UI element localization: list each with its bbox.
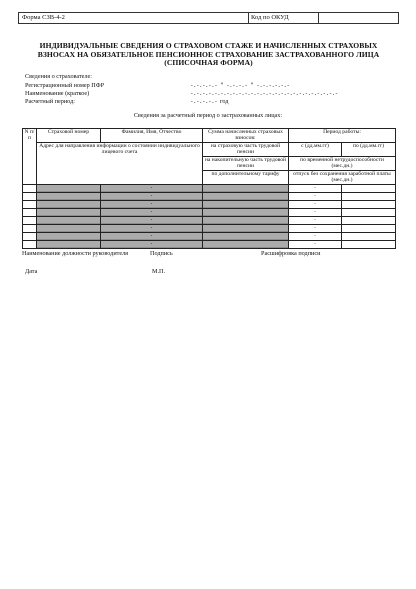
row-full-name-cell[interactable] [101, 208, 203, 216]
row-to-cell[interactable] [342, 192, 396, 200]
insurer-name-label: Наименование (краткое) [25, 90, 90, 97]
period-suffix: год [220, 98, 229, 105]
row-full-name-cell[interactable] [101, 224, 203, 232]
col-unpaid-leave-header: отпуск без сохранения заработной платы (мес.дн.) [289, 170, 396, 184]
table-row [23, 224, 396, 232]
row-full-name-cell[interactable] [101, 184, 203, 192]
table-caption: Сведения за расчетный период о застрахованных лицах: [133, 112, 283, 119]
row-to-cell[interactable] [342, 240, 396, 248]
placeholder-dash: - [314, 217, 316, 223]
table-body [23, 184, 396, 248]
row-insurance-number-cell[interactable] [37, 200, 101, 208]
col-full-name-header: Фамилия, Имя, Отчество [101, 129, 203, 143]
placeholder-dash: - [150, 225, 153, 231]
row-num-cell[interactable] [23, 216, 37, 224]
row-contributions-cell[interactable] [203, 232, 289, 240]
okud-code-field[interactable] [319, 13, 398, 23]
row-to-cell[interactable] [342, 232, 396, 240]
title-line-2: ВЗНОСАХ НА ОБЯЗАТЕЛЬНОЕ ПЕНСИОННОЕ СТРАХОВАНИЕ ЗАСТРАХОВАННОГО ЛИЦА [37, 49, 380, 59]
placeholder-dash: - [150, 193, 153, 199]
stamp-label: М.П. [152, 268, 166, 275]
table-row [23, 216, 396, 224]
placeholder-dash: - [150, 233, 153, 239]
placeholder-dash: - [150, 185, 153, 191]
document-title [22, 42, 395, 68]
row-to-cell[interactable] [342, 216, 396, 224]
row-to-cell[interactable] [342, 184, 396, 192]
title-line-1: ИНДИВИДУАЛЬНЫЕ СВЕДЕНИЯ О СТРАХОВОМ СТАЖЕ И НАЧИСЛЕННЫХ СТРАХОВЫХ [39, 41, 378, 50]
row-insurance-number-cell[interactable] [37, 240, 101, 248]
row-num-cell[interactable] [23, 224, 37, 232]
row-num-cell[interactable] [23, 192, 37, 200]
form-code: Форма СЗВ-4-2 [19, 13, 249, 23]
col-disability-header: по временной нетрудоспособности (мес.дн.) [289, 156, 396, 170]
signature-decoding-label: Расшифровка подписи [261, 250, 321, 257]
row-from-cell[interactable] [289, 208, 342, 216]
table-row [23, 184, 396, 192]
row-num-cell[interactable] [23, 208, 37, 216]
row-from-cell[interactable] [289, 184, 342, 192]
row-num-cell[interactable] [23, 240, 37, 248]
reg-number-label: Регистрационный номер ПФР [25, 82, 105, 89]
col-funded-part-header: на накопительную часть трудовой пенсии [203, 156, 289, 170]
placeholder-dash: - [150, 209, 153, 215]
row-contributions-cell[interactable] [203, 200, 289, 208]
row-full-name-cell[interactable] [101, 200, 203, 208]
col-from-header: с (дд.мм.гг) [289, 142, 342, 156]
row-from-cell[interactable] [289, 224, 342, 232]
row-full-name-cell[interactable] [101, 192, 203, 200]
row-insurance-number-cell[interactable] [37, 184, 101, 192]
manager-position-label: Наименование должности руководителя [22, 250, 129, 257]
row-to-cell[interactable] [342, 224, 396, 232]
row-full-name-cell[interactable] [101, 232, 203, 240]
title-line-3: (СПИСОЧНАЯ ФОРМА) [164, 58, 253, 68]
row-from-cell[interactable] [289, 216, 342, 224]
row-num-cell[interactable] [23, 232, 37, 240]
col-insurance-part-header: на страховую часть трудовой пенсии [203, 142, 289, 156]
col-contributions-header: Сумма начисленных страховых взносов: [203, 129, 289, 143]
row-contributions-cell[interactable] [203, 184, 289, 192]
table-row [23, 200, 396, 208]
placeholder-dash: - [314, 241, 316, 247]
row-insurance-number-cell[interactable] [37, 216, 101, 224]
placeholder-dash: - [314, 233, 316, 239]
row-insurance-number-cell[interactable] [37, 224, 101, 232]
placeholder-dash: - [314, 201, 316, 207]
row-insurance-number-cell[interactable] [37, 232, 101, 240]
placeholder-dash: - [314, 225, 316, 231]
row-num-cell[interactable] [23, 184, 37, 192]
okud-code-label: Код по ОКУД [249, 13, 319, 23]
col-num-header: N п/п [24, 129, 35, 142]
row-from-cell[interactable] [289, 200, 342, 208]
period-field[interactable]: -.-.-.-.- [190, 98, 218, 105]
row-from-cell[interactable] [289, 240, 342, 248]
col-to-header: по (дд.мм.гг) [342, 142, 396, 156]
insured-persons-table [22, 128, 396, 249]
form-header-bar [18, 12, 399, 24]
row-contributions-cell[interactable] [203, 192, 289, 200]
placeholder-dash: - [150, 241, 153, 247]
row-to-cell[interactable] [342, 208, 396, 216]
reg-number-field[interactable]: -.-.-.-.- " -.-.-.- " -.-.-.-.-.- [190, 82, 290, 89]
placeholder-dash: - [150, 217, 153, 223]
date-label: Дата [25, 268, 38, 275]
row-full-name-cell[interactable] [101, 216, 203, 224]
table-row [23, 232, 396, 240]
placeholder-dash: - [314, 185, 316, 191]
placeholder-dash: - [314, 209, 316, 215]
placeholder-dash: - [150, 201, 153, 207]
insurer-name-field[interactable]: -.-.-.-.-.-.-.-.-.-.-.-.-.-.-.-.-.-.-.-.-.-.-.-.- [190, 90, 338, 97]
row-from-cell[interactable] [289, 232, 342, 240]
row-insurance-number-cell[interactable] [37, 192, 101, 200]
insurer-section-label: Сведения о страхователе: [25, 73, 92, 80]
row-contributions-cell[interactable] [203, 240, 289, 248]
period-label: Расчетный период: [25, 98, 75, 105]
row-full-name-cell[interactable] [101, 240, 203, 248]
row-num-cell[interactable] [23, 200, 37, 208]
table-row [23, 208, 396, 216]
row-insurance-number-cell[interactable] [37, 208, 101, 216]
table-row [23, 240, 396, 248]
row-contributions-cell[interactable] [203, 216, 289, 224]
row-from-cell[interactable] [289, 192, 342, 200]
row-contributions-cell[interactable] [203, 224, 289, 232]
placeholder-dash: - [314, 193, 316, 199]
col-address-header: Адрес для направления информации о состоянии индивидуального лицевого счета [37, 142, 203, 184]
col-work-period-header: Период работы: [289, 129, 396, 143]
col-additional-tariff-header: по дополнительному тарифу [203, 170, 289, 184]
signature-label: Подпись [150, 250, 173, 257]
col-insurance-number-header: Страховой номер [37, 129, 101, 143]
row-contributions-cell[interactable] [203, 208, 289, 216]
row-to-cell[interactable] [342, 200, 396, 208]
table-row [23, 192, 396, 200]
col-num-continued [23, 142, 37, 184]
